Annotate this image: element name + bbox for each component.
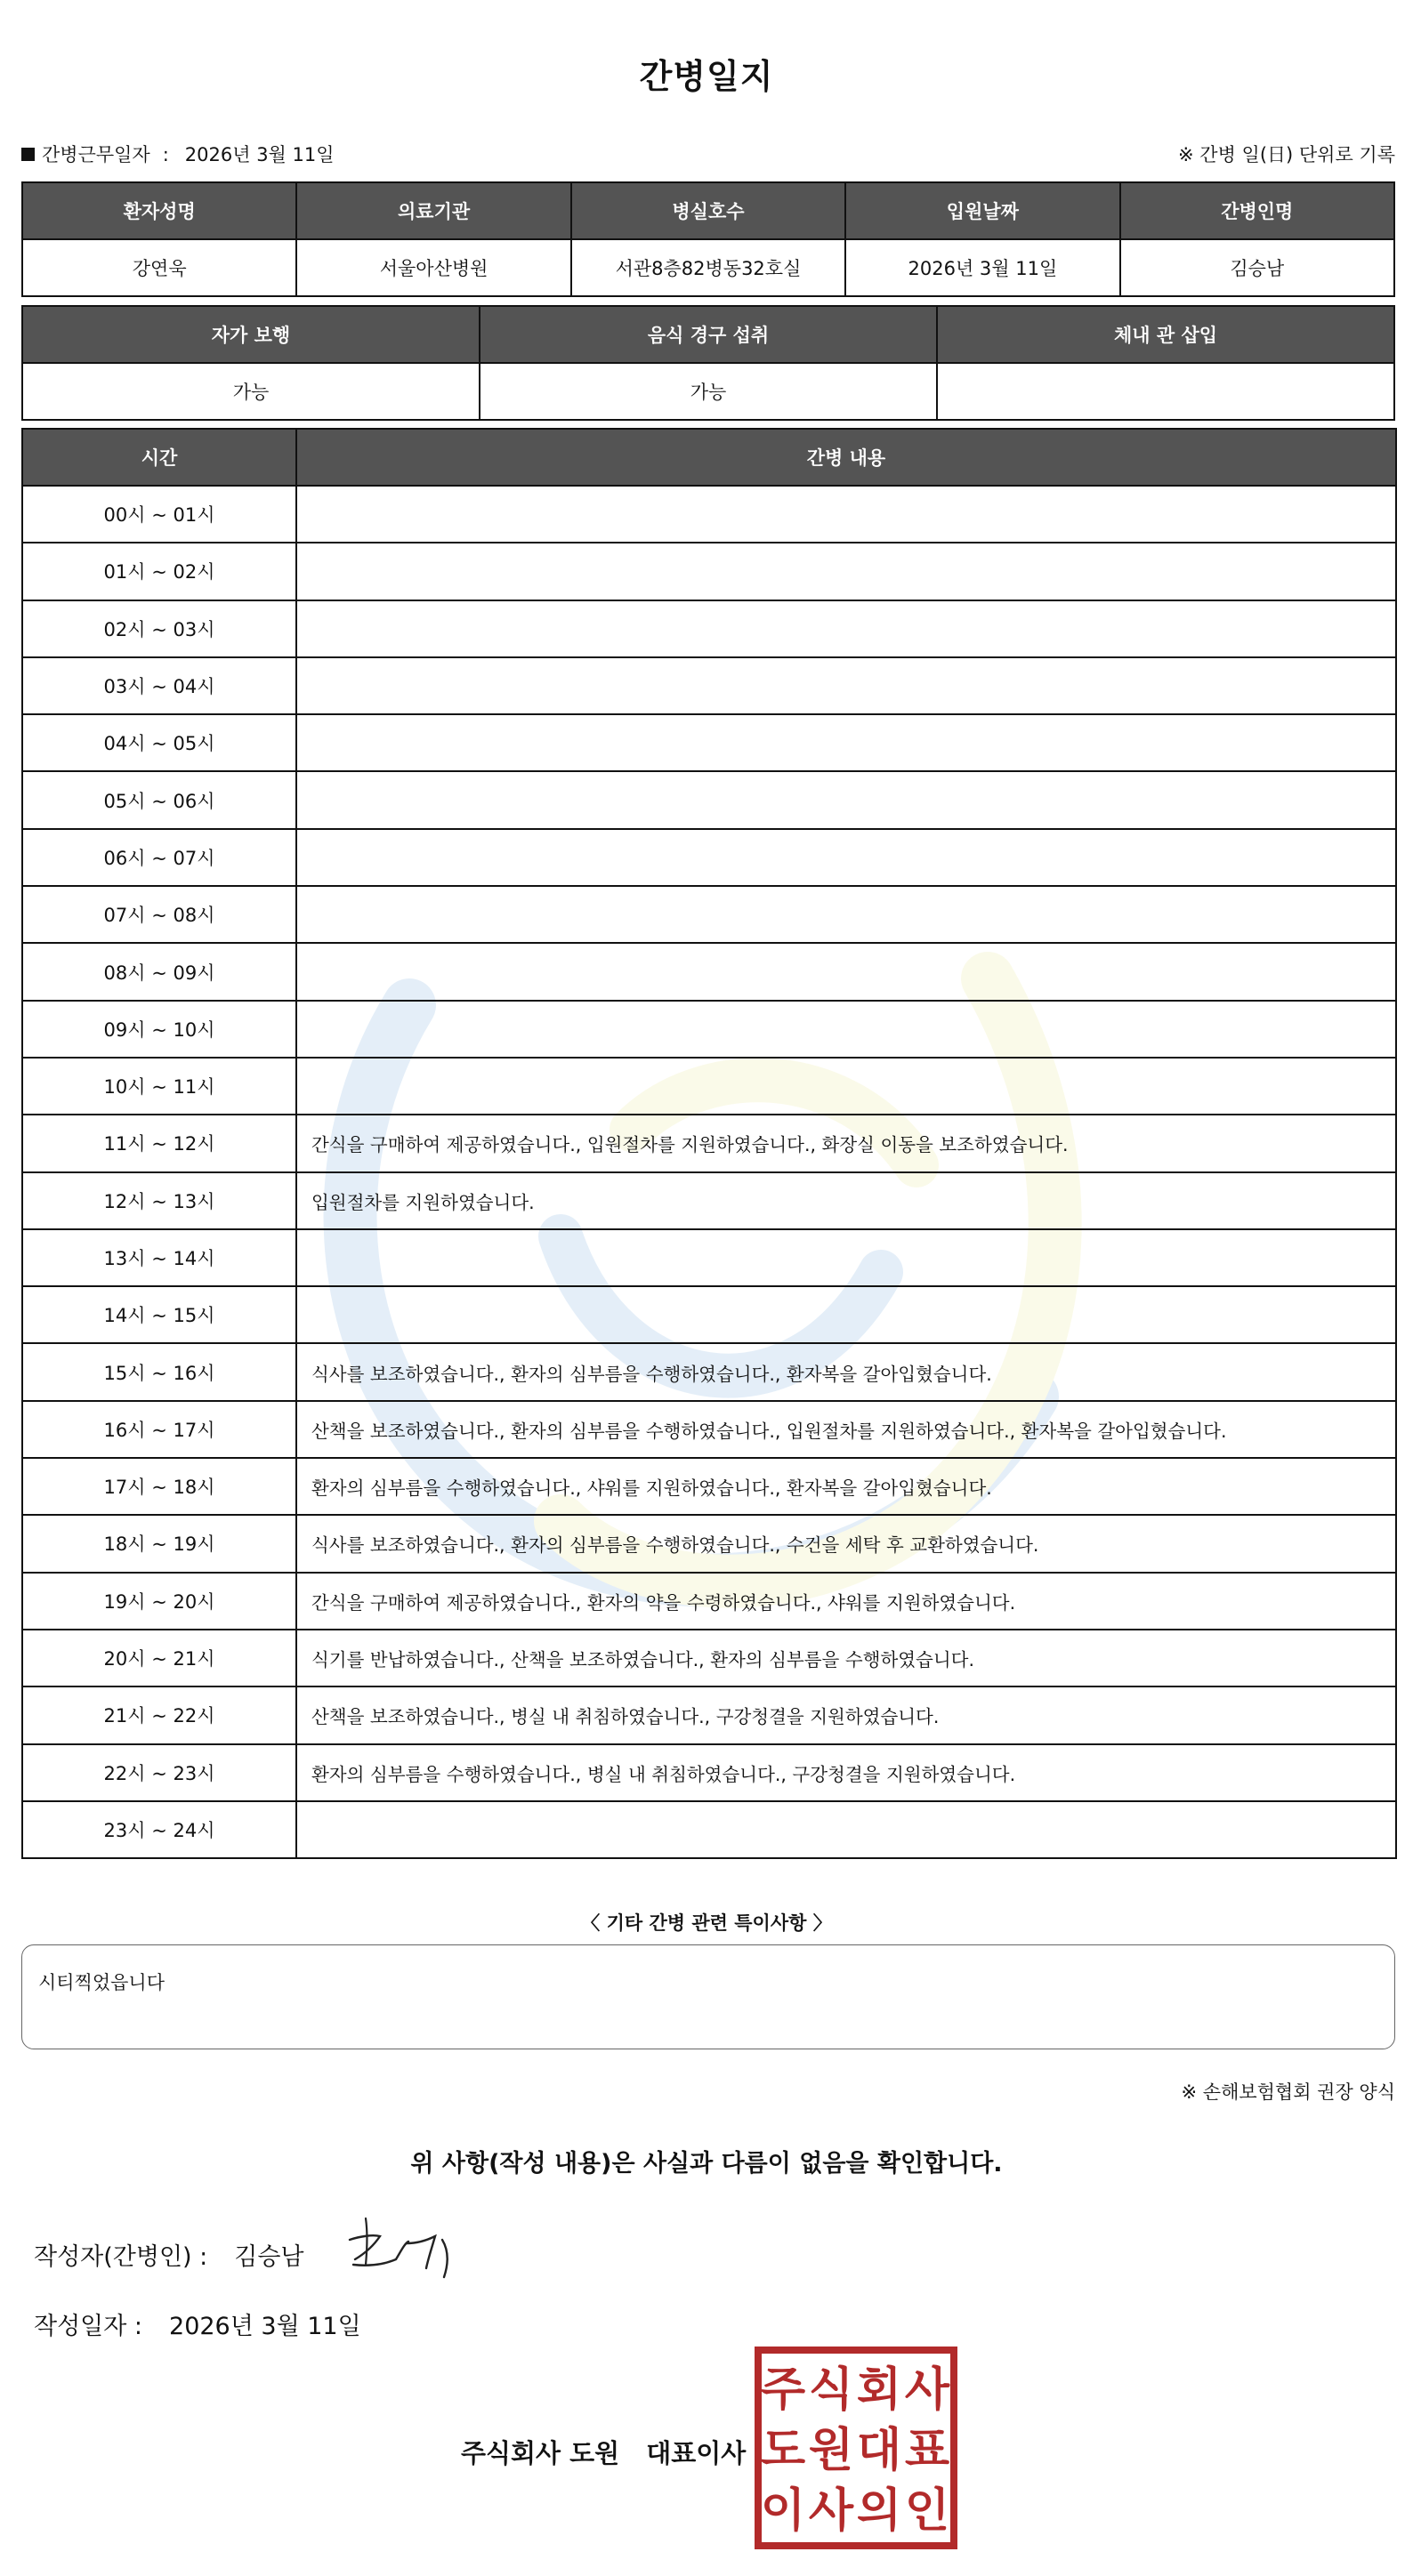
care-log-time: 02시 ~ 03시 bbox=[22, 600, 296, 657]
header-tube-insertion: 체내 관 삽입 bbox=[937, 306, 1394, 363]
care-log-content: 식사를 보조하였습니다., 환자의 심부름을 수행하였습니다., 환자복을 갈아입혔습니다. bbox=[296, 1343, 1396, 1400]
svg-text:대: 대 bbox=[856, 2424, 902, 2477]
care-log-row bbox=[22, 829, 1396, 886]
svg-text:회: 회 bbox=[856, 2363, 902, 2417]
tube-insertion-value bbox=[937, 363, 1394, 420]
admission-date: 2026년 3월 11일 bbox=[845, 239, 1119, 296]
hospital-name: 서울아산병원 bbox=[296, 239, 570, 296]
care-log-content: 환자의 심부름을 수행하였습니다., 샤워를 지원하였습니다., 환자복을 갈아입혔습니다. bbox=[296, 1458, 1396, 1515]
care-log-time: 13시 ~ 14시 bbox=[22, 1229, 296, 1286]
care-log-row bbox=[22, 886, 1396, 943]
care-log-row bbox=[22, 1515, 1396, 1572]
record-unit-note: ※ 간병 일(日) 단위로 기록 bbox=[1178, 144, 1395, 165]
care-log-content bbox=[296, 886, 1396, 943]
ceo-label: 대표이사 bbox=[646, 2438, 747, 2468]
care-log-content: 산책을 보조하였습니다., 환자의 심부름을 수행하였습니다., 입원절차를 지원하였습니다., 환자복을 갈아입혔습니다. bbox=[296, 1401, 1396, 1458]
svg-text:표: 표 bbox=[904, 2424, 950, 2477]
care-log-time: 01시 ~ 02시 bbox=[22, 543, 296, 600]
care-log-content bbox=[296, 771, 1396, 828]
care-log-time: 05시 ~ 06시 bbox=[22, 771, 296, 828]
writing-date-line bbox=[34, 2306, 361, 2341]
document-title: 간병일지 bbox=[639, 57, 774, 96]
care-log-time: 04시 ~ 05시 bbox=[22, 714, 296, 771]
care-log-time: 09시 ~ 10시 bbox=[22, 1001, 296, 1058]
care-log-content bbox=[296, 1229, 1396, 1286]
care-log-content: 식기를 반납하였습니다., 산책을 보조하였습니다., 환자의 심부름을 수행하였습니다. bbox=[296, 1630, 1396, 1686]
care-log-row bbox=[22, 1401, 1396, 1458]
care-log-table bbox=[21, 428, 1397, 1859]
patient-name: 강연욱 bbox=[22, 239, 296, 296]
care-log-row bbox=[22, 1343, 1396, 1400]
work-date-line bbox=[21, 141, 335, 167]
care-log-time: 08시 ~ 09시 bbox=[22, 943, 296, 1000]
svg-text:도: 도 bbox=[760, 2424, 806, 2477]
writer-name: 김승남 bbox=[234, 2243, 304, 2271]
company-name: 주식회사 도원 bbox=[461, 2438, 620, 2468]
care-log-content: 간식을 구매하여 제공하였습니다., 입원절차를 지원하였습니다., 화장실 이동을 보조하였습니다. bbox=[296, 1115, 1396, 1171]
svg-text:식: 식 bbox=[808, 2363, 854, 2417]
care-log-time: 22시 ~ 23시 bbox=[22, 1744, 296, 1801]
care-log-content bbox=[296, 714, 1396, 771]
care-log-content bbox=[296, 657, 1396, 714]
svg-text:의: 의 bbox=[856, 2484, 902, 2538]
care-log-content bbox=[296, 1058, 1396, 1115]
writing-date-label: 작성일자 : bbox=[34, 2313, 143, 2340]
care-log-content bbox=[296, 1001, 1396, 1058]
room-number: 서관8층82병동32호실 bbox=[571, 239, 845, 296]
care-log-row bbox=[22, 1172, 1396, 1229]
patient-info-header-row bbox=[22, 182, 1394, 239]
care-log-row bbox=[22, 943, 1396, 1000]
care-log-content bbox=[296, 1286, 1396, 1343]
svg-text:원: 원 bbox=[808, 2424, 854, 2477]
care-log-content: 산책을 보조하였습니다., 병실 내 취침하였습니다., 구강청결을 지원하였습니다. bbox=[296, 1686, 1396, 1743]
svg-text:주: 주 bbox=[760, 2363, 806, 2417]
care-log-row bbox=[22, 1001, 1396, 1058]
oral-intake-value: 가능 bbox=[480, 363, 937, 420]
care-log-row bbox=[22, 1744, 1396, 1801]
care-log-row bbox=[22, 486, 1396, 543]
confirm-statement: 위 사항(작성 내용)은 사실과 다름이 없음을 확인합니다. bbox=[410, 2150, 1003, 2178]
care-log-time: 20시 ~ 21시 bbox=[22, 1630, 296, 1686]
care-log-row bbox=[22, 1058, 1396, 1115]
care-log-time: 11시 ~ 12시 bbox=[22, 1115, 296, 1171]
notes-box bbox=[21, 1944, 1395, 2049]
svg-text:사: 사 bbox=[808, 2484, 854, 2538]
care-log-content: 간식을 구매하여 제공하였습니다., 환자의 약을 수령하였습니다., 샤워를 지원하였습니다. bbox=[296, 1573, 1396, 1630]
care-log-time: 17시 ~ 18시 bbox=[22, 1458, 296, 1515]
care-log-row bbox=[22, 1286, 1396, 1343]
care-log-time: 15시 ~ 16시 bbox=[22, 1343, 296, 1400]
notes-heading: 〈 기타 간병 관련 특이사항 〉 bbox=[581, 1912, 832, 1934]
care-log-time: 10시 ~ 11시 bbox=[22, 1058, 296, 1115]
care-log-row bbox=[22, 1229, 1396, 1286]
care-log-header-row bbox=[22, 429, 1396, 486]
care-log-time: 16시 ~ 17시 bbox=[22, 1401, 296, 1458]
care-log-time: 23시 ~ 24시 bbox=[22, 1801, 296, 1858]
patient-info-table bbox=[21, 181, 1395, 297]
notes-text: 시티찍었읍니다 bbox=[38, 1972, 166, 1993]
writing-date-value: 2026년 3월 11일 bbox=[169, 2313, 361, 2340]
care-log-content: 환자의 심부름을 수행하였습니다., 병실 내 취침하였습니다., 구강청결을 지원하였습니다. bbox=[296, 1744, 1396, 1801]
care-log-content: 입원절차를 지원하였습니다. bbox=[296, 1172, 1396, 1229]
patient-status-value-row bbox=[22, 363, 1394, 420]
care-log-row bbox=[22, 1686, 1396, 1743]
care-log-row bbox=[22, 600, 1396, 657]
header-self-walking: 자가 보행 bbox=[22, 306, 480, 363]
header-time: 시간 bbox=[22, 429, 296, 486]
care-log-content: 식사를 보조하였습니다., 환자의 심부름을 수행하였습니다., 수건을 세탁 후 교환하였습니다. bbox=[296, 1515, 1396, 1572]
header-admission-date: 입원날짜 bbox=[845, 182, 1119, 239]
work-date-value: 2026년 3월 11일 bbox=[184, 144, 335, 165]
care-log-time: 00시 ~ 01시 bbox=[22, 486, 296, 543]
care-log-time: 12시 ~ 13시 bbox=[22, 1172, 296, 1229]
caregiver-name: 김승남 bbox=[1120, 239, 1394, 296]
care-log-time: 03시 ~ 04시 bbox=[22, 657, 296, 714]
work-date-separator: : bbox=[162, 144, 169, 165]
care-log-time: 18시 ~ 19시 bbox=[22, 1515, 296, 1572]
care-log-content bbox=[296, 829, 1396, 886]
care-log-content bbox=[296, 600, 1396, 657]
svg-text:인: 인 bbox=[904, 2484, 950, 2538]
care-log-time: 19시 ~ 20시 bbox=[22, 1573, 296, 1630]
care-log-row bbox=[22, 1458, 1396, 1515]
square-bullet-icon bbox=[21, 148, 35, 161]
patient-info-value-row bbox=[22, 239, 1394, 296]
svg-text:이: 이 bbox=[760, 2484, 806, 2538]
care-log-row bbox=[22, 771, 1396, 828]
care-log-row bbox=[22, 1115, 1396, 1171]
care-log-row bbox=[22, 1801, 1396, 1858]
header-caregiver-name: 간병인명 bbox=[1120, 182, 1394, 239]
care-log-content bbox=[296, 543, 1396, 600]
header-oral-intake: 음식 경구 섭취 bbox=[480, 306, 937, 363]
handwritten-signature bbox=[343, 2213, 458, 2284]
care-log-content bbox=[296, 1801, 1396, 1858]
self-walking-value: 가능 bbox=[22, 363, 480, 420]
patient-status-table bbox=[21, 305, 1395, 421]
header-patient-name: 환자성명 bbox=[22, 182, 296, 239]
company-seal-stamp bbox=[755, 2347, 957, 2549]
care-log-time: 07시 ~ 08시 bbox=[22, 886, 296, 943]
care-log-row bbox=[22, 1630, 1396, 1686]
patient-status-header-row bbox=[22, 306, 1394, 363]
recommend-note: ※ 손해보험협회 권장 양식 bbox=[1181, 2081, 1395, 2103]
care-log-time: 06시 ~ 07시 bbox=[22, 829, 296, 886]
care-log-content bbox=[296, 486, 1396, 543]
care-log-time: 21시 ~ 22시 bbox=[22, 1686, 296, 1743]
care-log-content bbox=[296, 943, 1396, 1000]
work-date-label: 간병근무일자 bbox=[42, 144, 150, 165]
header-care-content: 간병 내용 bbox=[296, 429, 1396, 486]
care-log-row bbox=[22, 1573, 1396, 1630]
writer-label: 작성자(간병인) : bbox=[34, 2243, 208, 2271]
care-log-time: 14시 ~ 15시 bbox=[22, 1286, 296, 1343]
care-log-row bbox=[22, 657, 1396, 714]
care-log-row bbox=[22, 543, 1396, 600]
writer-line bbox=[34, 2237, 304, 2272]
svg-text:사: 사 bbox=[904, 2363, 950, 2417]
care-log-body bbox=[22, 486, 1396, 1858]
header-hospital: 의료기관 bbox=[296, 182, 570, 239]
company-signature-line bbox=[461, 2434, 746, 2470]
care-log-row bbox=[22, 714, 1396, 771]
header-room: 병실호수 bbox=[571, 182, 845, 239]
